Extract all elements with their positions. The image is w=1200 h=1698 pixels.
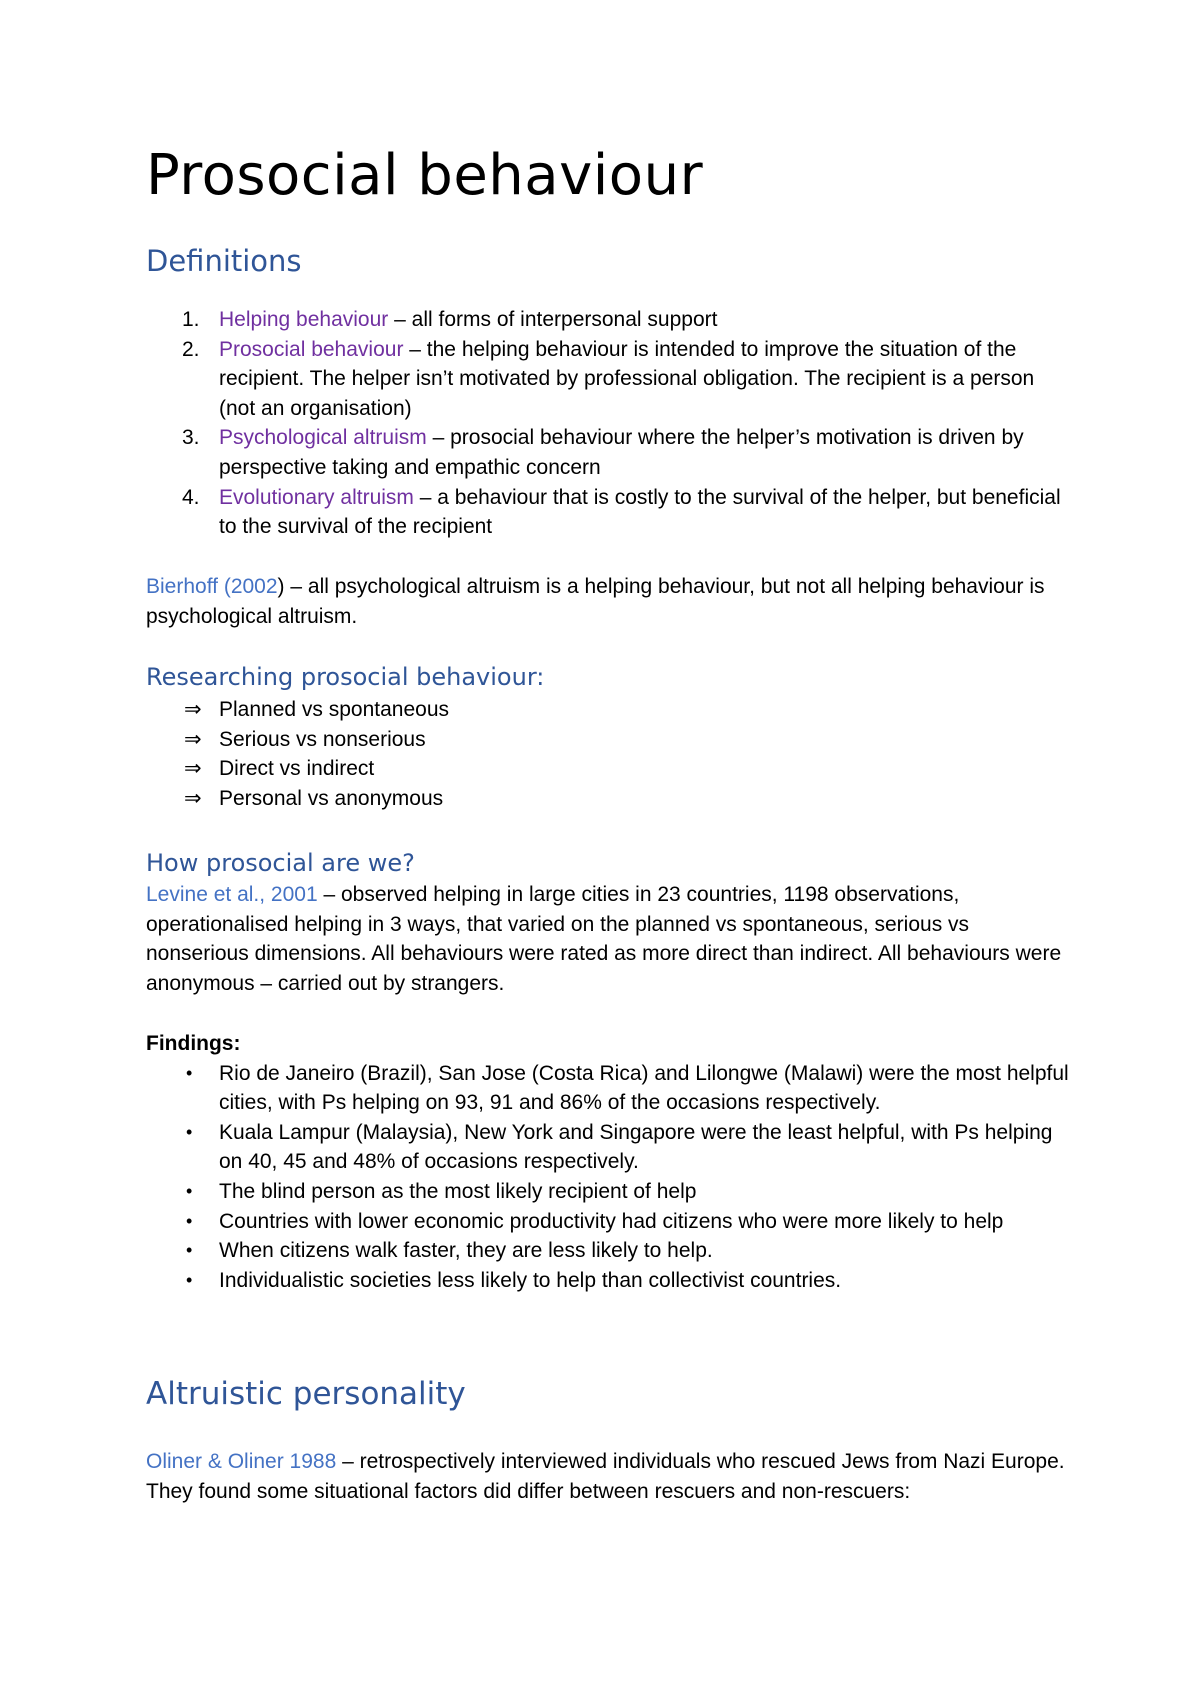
definitions-heading: Definitions [146, 244, 302, 278]
definition-term: Psychological altruism [219, 426, 427, 450]
bullet-icon: • [186, 1210, 193, 1231]
definitions-list-block [146, 305, 1076, 542]
list-item [146, 695, 1076, 725]
citation-levine: Levine et al., 2001 [146, 883, 318, 906]
arrow-icon: ⇒ [184, 786, 202, 810]
list-number: 4. [182, 485, 200, 509]
oliner-paragraph [146, 1447, 1076, 1506]
list-item [146, 1207, 1076, 1237]
bullet-icon: • [186, 1180, 193, 1201]
list-item-text: Personal vs anonymous [219, 786, 444, 810]
definition-text: – all forms of interpersonal support [388, 308, 718, 331]
arrow-icon: ⇒ [184, 727, 202, 751]
list-item [146, 1236, 1076, 1266]
altruistic-heading: Altruistic personality [146, 1376, 466, 1412]
findings-list [146, 1059, 1076, 1296]
bierhoff-paragraph [146, 572, 1076, 631]
list-item-text: Direct vs indirect [219, 757, 375, 781]
levine-paragraph [146, 880, 1076, 998]
definition-text: – the helping behaviour is intended to improve the situation of the recipient. The helper isn’t motivated by professional obligation. The recipient is a person (not an organisation) [219, 337, 1035, 420]
list-number: 1. [182, 308, 200, 331]
definition-item [146, 335, 1076, 424]
list-item-text: When citizens walk faster, they are less likely to help. [219, 1239, 713, 1263]
list-item-text: Kuala Lampur (Malaysia), New York and Singapore were the least helpful, with Ps helping on 40, 45 and 48% of occasions respectively. [219, 1120, 1053, 1174]
list-item-text: Planned vs spontaneous [219, 698, 450, 721]
list-item [146, 784, 1076, 814]
definition-item [146, 483, 1076, 542]
bullet-icon: • [186, 1240, 193, 1261]
arrow-icon: ⇒ [184, 757, 202, 781]
definition-term: Helping behaviour [219, 308, 389, 331]
citation-bierhoff: Bierhoff (2002 [146, 575, 278, 598]
definition-text: – a behaviour that is costly to the survival of the helper, but beneficial to the survival of the recipient [219, 485, 1061, 539]
list-item [146, 1266, 1076, 1296]
how-prosocial-heading: How prosocial are we? [146, 849, 415, 877]
list-item [146, 1177, 1076, 1207]
citation-oliner: Oliner & Oliner 1988 [146, 1450, 337, 1473]
list-number: 3. [182, 426, 200, 450]
list-item-text: Serious vs nonserious [219, 727, 426, 751]
researching-list-block [146, 695, 1076, 813]
list-item-text: The blind person as the most likely recipient of help [219, 1179, 697, 1203]
list-item [146, 1059, 1076, 1118]
list-item [146, 725, 1076, 755]
definition-text: – prosocial behaviour where the helper’s motivation is driven by perspective taking and empathic concern [219, 426, 1024, 479]
list-item-text: Countries with lower economic productivity had citizens who were more likely to help [219, 1209, 1004, 1233]
findings-block [146, 1029, 1076, 1295]
page-title: Prosocial behaviour [146, 143, 704, 208]
list-item-text: Individualistic societies less likely to help than collectivist countries. [219, 1268, 842, 1292]
bierhoff-text: ) – all psychological altruism is a helping behaviour, but not all helping behaviour is psychological altruism. [146, 575, 1045, 628]
bullet-icon: • [186, 1121, 193, 1142]
oliner-text: – retrospectively interviewed individuals who rescued Jews from Nazi Europe. They found some situational factors did differ between rescuers and non-rescuers: [146, 1450, 1065, 1503]
researching-list [146, 695, 1076, 813]
definition-term: Prosocial behaviour [219, 337, 404, 361]
researching-heading: Researching prosocial behaviour: [146, 663, 545, 691]
list-item [146, 754, 1076, 784]
findings-label: Findings: [146, 1032, 241, 1055]
definition-item [146, 305, 1076, 335]
levine-text: – observed helping in large cities in 23 countries, 1198 observations, operationalised helping in 3 ways, that varied on the planned vs spontaneous, serious vs nonserious dimensions. All behaviours were rated as more direct than indirect. All behaviours were anonymous – carried out by strangers. [146, 883, 1062, 995]
definition-item [146, 423, 1076, 482]
bullet-icon: • [186, 1269, 193, 1290]
bullet-icon: • [186, 1062, 193, 1083]
definition-term: Evolutionary altruism [219, 485, 414, 509]
list-item-text: Rio de Janeiro (Brazil), San Jose (Costa Rica) and Lilongwe (Malawi) were the most helpful cities, with Ps helping on 93, 91 and 86% of the occasions respectively. [219, 1061, 1069, 1115]
list-item [146, 1118, 1076, 1177]
arrow-icon: ⇒ [184, 698, 202, 721]
list-number: 2. [182, 337, 200, 361]
definitions-list [146, 305, 1076, 542]
